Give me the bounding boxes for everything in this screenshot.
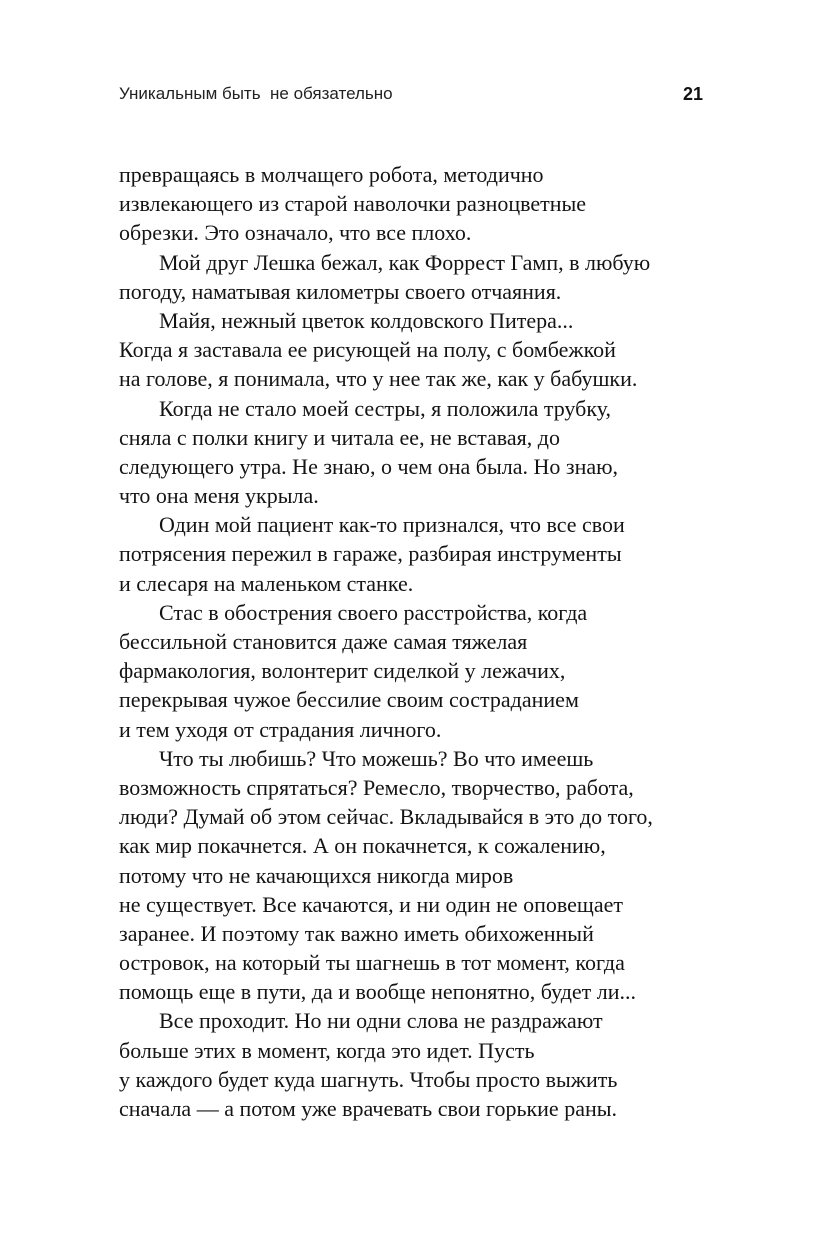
text-line: больше этих в момент, когда это идет. Пусть <box>119 1037 535 1063</box>
text-line: Мой друг Лешка бежал, как Форрест Гамп, в любую <box>159 249 651 275</box>
text-line: следующего утра. Не знаю, о чем она была. Но знаю, <box>119 453 619 479</box>
body-text <box>119 160 709 1123</box>
text-line: заранее. И поэтому так важно иметь обихоженный <box>119 920 594 946</box>
text-line: помощь еще в пути, да и вообще непонятно, будет ли... <box>119 979 637 1005</box>
text-line: у каждого будет куда шагнуть. Чтобы просто выжить <box>119 1066 618 1092</box>
text-line: островок, на который ты шагнешь в тот момент, когда <box>119 950 625 976</box>
text-line: обрезки. Это означало, что все плохо. <box>119 220 472 246</box>
text-line: Что ты любишь? Что можешь? Во что имеешь <box>159 745 594 771</box>
text-line: не существует. Все качаются, и ни один не оповещает <box>119 891 624 917</box>
text-line: люди? Думай об этом сейчас. Вкладывайся в это до того, <box>119 804 653 830</box>
text-line: перекрывая чужое бессилие своим состраданием <box>119 687 579 713</box>
text-line: как мир покачнется. А он покачнется, к сожалению, <box>119 833 606 859</box>
text-line: Когда я заставала ее рисующей на полу, с бомбежкой <box>119 337 616 363</box>
text-line: Когда не стало моей сестры, я положила трубку, <box>159 395 612 421</box>
text-line: возможность спрятаться? Ремесло, творчество, работа, <box>119 774 634 800</box>
text-line: потому что не качающихся никогда миров <box>119 862 514 888</box>
text-line: фармакология, волонтерит сиделкой у лежачих, <box>119 658 566 684</box>
text-line: сняла с полки книгу и читала ее, не вставая, до <box>119 424 560 450</box>
text-line: Майя, нежный цветок колдовского Питера... <box>159 307 574 333</box>
page-number: 21 <box>682 84 703 104</box>
text-line: бессильной становится даже самая тяжелая <box>119 629 528 654</box>
text-line: и тем уходя от страдания личного. <box>119 716 442 742</box>
text-line: Все проходит. Но ни одни слова не раздражают <box>159 1008 603 1034</box>
text-line: погоду, наматывая километры своего отчаяния. <box>119 278 562 304</box>
text-line: что она меня укрыла. <box>119 483 319 509</box>
text-line: извлекающего из старой наволочки разноцветные <box>119 191 587 217</box>
text-line: потрясения пережил в гараже, разбирая инструменты <box>119 541 622 567</box>
running-title: Уникальным быть не обязательно <box>119 84 393 103</box>
text-line: превращаясь в молчащего робота, методично <box>119 162 544 187</box>
text-line: и слесаря на маленьком станке. <box>119 570 414 596</box>
text-line: сначала — а потом уже врачевать свои горькие раны. <box>119 1096 618 1121</box>
text-line: на голове, я понимала, что у нее так же, как у бабушки. <box>119 366 638 392</box>
text-line: Стас в обострения своего расстройства, когда <box>159 599 588 625</box>
running-head <box>119 84 703 108</box>
text-line: Один мой пациент как-то признался, что все свои <box>159 512 625 538</box>
